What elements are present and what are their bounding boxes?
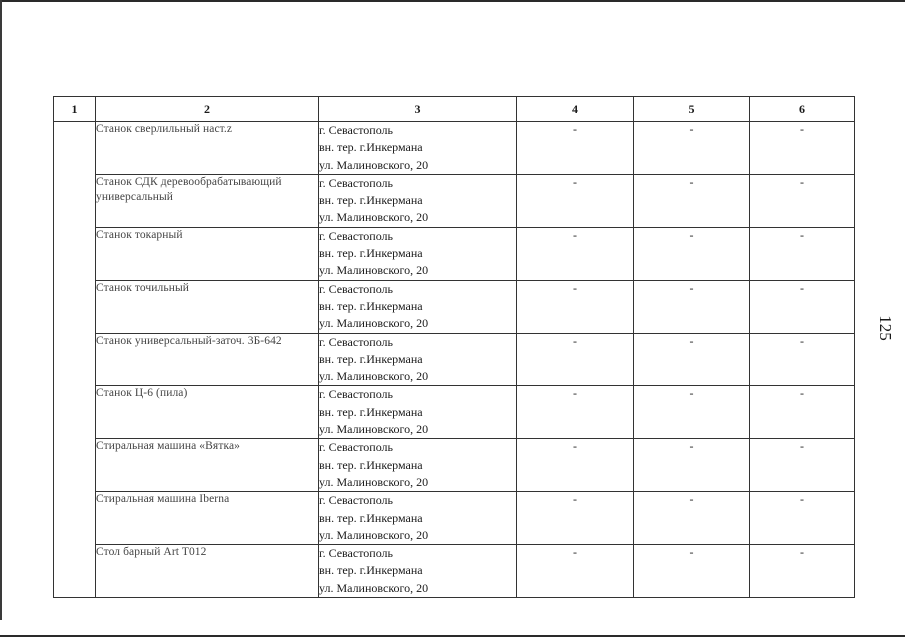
equipment-table [53,96,855,598]
value-cell-c5: - [634,545,750,598]
address-line: вн. тер. г.Инкермана [319,457,423,472]
address-line: г. Севастополь [319,493,394,508]
address-line: ул. Малиновского, 20 [319,474,429,489]
address-line: вн. тер. г.Инкермана [319,246,423,261]
item-name-cell: Станок Ц-6 (пила) [96,386,319,439]
address-line: г. Севастополь [319,281,394,296]
value-cell-c4: - [517,492,634,545]
address-line: ул. Малиновского, 20 [319,369,429,384]
value-cell-c5: - [634,333,750,386]
item-address-cell [319,122,517,175]
address-line: г. Севастополь [319,228,394,243]
address-line: ул. Малиновского, 20 [319,157,429,172]
address-line: ул. Малиновского, 20 [319,210,429,225]
value-cell-c4: - [517,174,634,227]
value-cell-c6: - [750,386,855,439]
item-address-cell [319,545,517,598]
value-cell-c6: - [750,545,855,598]
value-cell-c6: - [750,174,855,227]
address-line: вн. тер. г.Инкермана [319,510,423,525]
value-cell-c5: - [634,227,750,280]
address-line: вн. тер. г.Инкермана [319,351,423,366]
scan-top-border [0,0,905,2]
item-name-cell: Станок токарный [96,227,319,280]
address-line: вн. тер. г.Инкермана [319,193,423,208]
value-cell-c6: - [750,280,855,333]
table-row [54,122,855,175]
value-cell-c5: - [634,122,750,175]
item-address-cell [319,280,517,333]
value-cell-c4: - [517,333,634,386]
item-address-cell [319,333,517,386]
col-1-merged-cell [54,122,96,598]
address-line: г. Севастополь [319,387,394,402]
value-cell-c4: - [517,122,634,175]
value-cell-c4: - [517,386,634,439]
value-cell-c5: - [634,280,750,333]
header-col-3: 3 [319,97,517,122]
value-cell-c4: - [517,545,634,598]
value-cell-c6: - [750,333,855,386]
table-row [54,386,855,439]
value-cell-c6: - [750,439,855,492]
address-line: ул. Малиновского, 20 [319,527,429,542]
item-address-cell [319,386,517,439]
item-address-cell [319,174,517,227]
item-address-cell [319,227,517,280]
item-address-cell [319,492,517,545]
header-col-5: 5 [634,97,750,122]
address-line: вн. тер. г.Инкермана [319,563,423,578]
address-line: г. Севастополь [319,334,394,349]
header-col-2: 2 [96,97,319,122]
header-col-1: 1 [54,97,96,122]
item-address-cell [319,439,517,492]
address-line: г. Севастополь [319,123,394,137]
value-cell-c4: - [517,280,634,333]
item-name-cell: Стиральная машина Iberna [96,492,319,545]
scan-left-border [0,0,2,620]
table-header-row [54,97,855,122]
scan-bottom-border [0,635,905,637]
page-number: 125 [876,315,895,341]
table-row [54,333,855,386]
value-cell-c4: - [517,227,634,280]
address-line: вн. тер. г.Инкермана [319,298,423,313]
table-row [54,227,855,280]
address-line: г. Севастополь [319,440,394,455]
value-cell-c6: - [750,492,855,545]
table-row [54,545,855,598]
item-name-cell: Станок точильный [96,280,319,333]
address-line: ул. Малиновского, 20 [319,263,429,278]
value-cell-c6: - [750,227,855,280]
address-line: вн. тер. г.Инкермана [319,140,423,155]
table-row [54,492,855,545]
value-cell-c5: - [634,174,750,227]
item-name-cell: Станок СДК деревообрабатывающий универсальный [96,174,319,227]
address-line: ул. Малиновского, 20 [319,316,429,331]
item-name-cell: Стиральная машина «Вятка» [96,439,319,492]
item-name-cell: Станок универсальный-заточ. 3Б-642 [96,333,319,386]
item-name-cell: Стол барный Art T012 [96,545,319,598]
table-row [54,280,855,333]
address-line: г. Севастополь [319,175,394,190]
value-cell-c5: - [634,386,750,439]
table-row [54,174,855,227]
table-body [54,122,855,598]
value-cell-c5: - [634,439,750,492]
value-cell-c4: - [517,439,634,492]
address-line: ул. Малиновского, 20 [319,422,429,437]
header-col-4: 4 [517,97,634,122]
address-line: г. Севастополь [319,546,394,561]
address-line: ул. Малиновского, 20 [319,580,429,595]
table-row [54,439,855,492]
header-col-6: 6 [750,97,855,122]
value-cell-c6: - [750,122,855,175]
value-cell-c5: - [634,492,750,545]
item-name-cell: Станок сверлильный наст.z [96,122,319,175]
address-line: вн. тер. г.Инкермана [319,404,423,419]
